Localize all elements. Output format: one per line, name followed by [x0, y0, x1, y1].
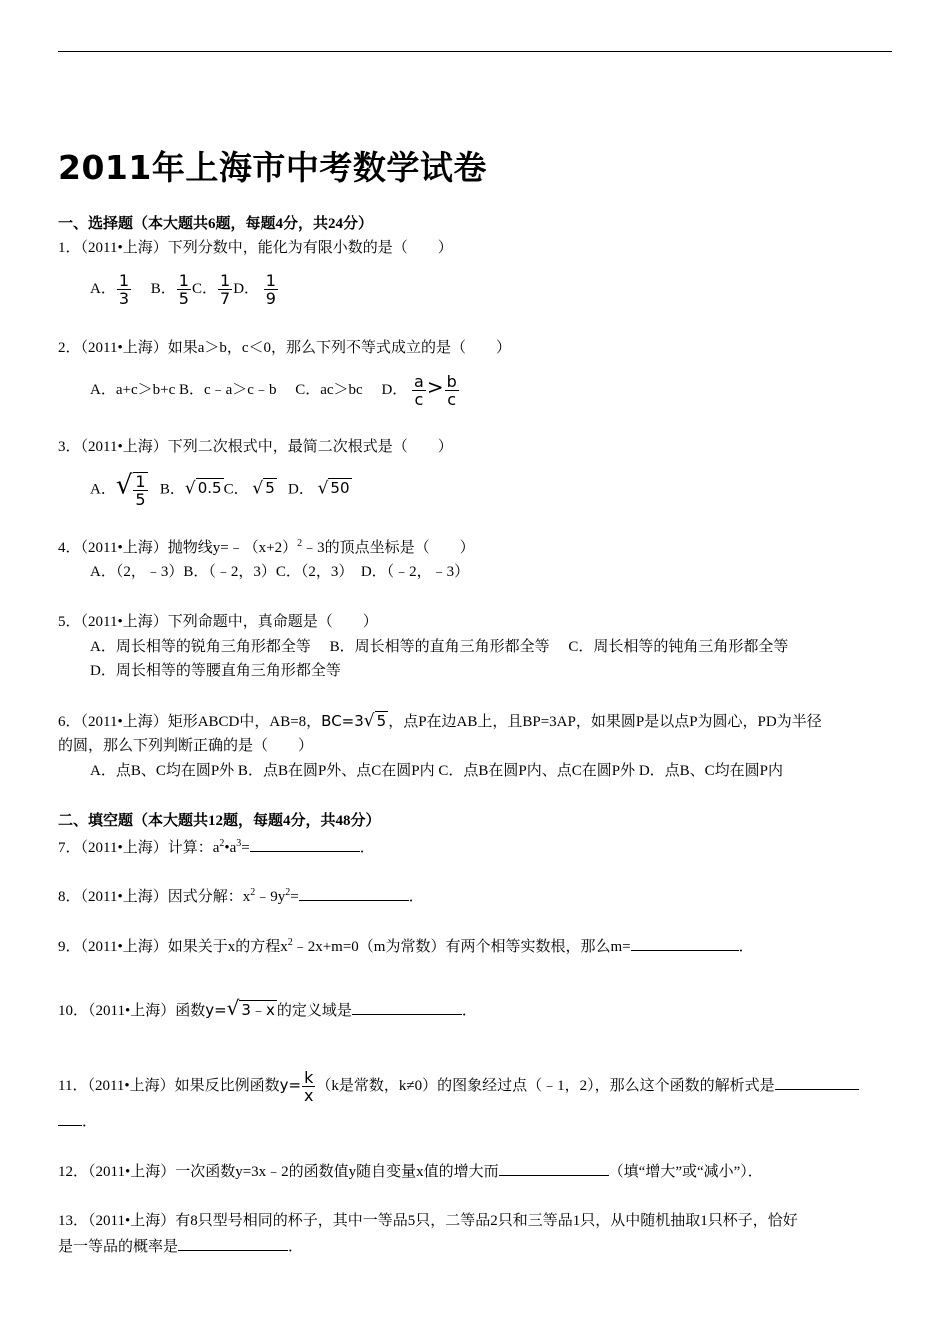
q1-a-fraction: $\frac{1}{3}$: [118, 271, 130, 308]
q11: 11．（2011•上海）如果反比例函数y= $\frac{k}{x}$ （k是常数，k≠0）的图象经过点（﹣1，2），那么这个函数的解析式是: [58, 1069, 859, 1104]
q13-line-2: 是一等品的概率是 ．: [58, 1235, 303, 1258]
q3-b-radical-sign: √: [184, 478, 196, 499]
q8-answer-blank[interactable]: [299, 885, 409, 901]
q10-radical-sign: √: [226, 996, 240, 1020]
q5-stem: 5．（2011•上海）下列命题中，真命题是（ ）: [58, 614, 378, 630]
section-heading-choice: 一、选择题（本大题共6题，每题4分，共24分）: [58, 216, 374, 232]
q11-cont: ．: [58, 1110, 97, 1133]
q3-d-radical-sign: √: [317, 478, 329, 499]
header-rule: [58, 51, 892, 52]
q7-answer-blank[interactable]: [250, 836, 360, 852]
q1-c-fraction: $\frac{1}{7}$: [220, 271, 231, 308]
q6-radical-sign: √: [363, 711, 375, 731]
q1-b-fraction: $\frac{1}{5}$: [178, 271, 189, 308]
q9: 9．（2011•上海）如果关于x的方程$x^2﹣2x+m=0(m$为常数）有两个相等实数根，那么m= ．: [58, 937, 754, 955]
q3-a-radical-sign: √: [115, 470, 133, 501]
q5-options-2: D．周长相等的等腰直角三角形都全等: [90, 663, 341, 679]
q2-stem: 2．（2011•上海）如果a＞b，c＜0，那么下列不等式成立的是（ ）: [58, 340, 512, 356]
q12-answer-blank[interactable]: [499, 1160, 609, 1176]
q8: 8．（2011•上海）因式分解：$x^2﹣9y^2=$ ．: [58, 887, 424, 905]
q4-options: A．（2，﹣3）B．（﹣2，3）C．（2，3） D．（﹣2，﹣3）: [90, 564, 470, 580]
q4-stem: 4．（2011•上海）抛物线$y=﹣(x+2)^2﹣3$的顶点坐标是（ ）: [58, 538, 475, 556]
q2-d-fraction-b: $\frac{b}{c}$: [446, 372, 457, 409]
q2-d-fraction-a: $\frac{a}{c}$: [414, 372, 424, 409]
q9-answer-blank[interactable]: [631, 935, 739, 951]
page-title: 2011年上海市中考数学试卷: [58, 148, 487, 187]
q2-options: A．a+c＞b+c B．c﹣a＞c﹣b C．ac＞bc D． $\frac{a}{c}$ > $\frac{b}{c}$: [90, 372, 457, 409]
q1-options: A． $\frac{1}{3}$ B． $\frac{1}{5}$ C． $\frac{1}{7}$ D． $\frac{1}{9}$: [90, 271, 276, 308]
q5-options-1: A．周长相等的锐角三角形都全等 B．周长相等的直角三角形都全等 C．周长相等的钝角三角形都全等: [90, 639, 789, 655]
q3-c-radical-sign: √: [252, 478, 264, 499]
q6-stem-2: 的圆，那么下列判断正确的是（ ）: [58, 738, 314, 754]
q1-stem: 1．（2011•上海）下列分数中，能化为有限小数的是（ ）: [58, 240, 453, 256]
q3-a-fraction: $\frac{1}{5}$: [135, 472, 146, 509]
section-heading-fill: 二、填空题（本大题共12题，每题4分，共48分）: [58, 813, 381, 829]
q1-d-fraction: $\frac{1}{9}$: [265, 271, 276, 308]
q10-answer-blank[interactable]: [352, 999, 462, 1015]
q13-answer-blank[interactable]: [178, 1235, 288, 1251]
q11-answer-blank-cont[interactable]: [58, 1110, 82, 1126]
q11-answer-blank[interactable]: [775, 1074, 859, 1090]
q13-line-1: 13．（2011•上海）有8只型号相同的杯子，其中一等品5只，二等品2只和三等品1只，从中随机抽取1只杯子，恰好: [58, 1213, 798, 1229]
q3-stem: 3．（2011•上海）下列二次根式中，最简二次根式是（ ）: [58, 439, 453, 455]
q6-stem: 6．（2011•上海）矩形ABCD中，AB=8，BC=3√ 5 ，点P在边AB上，且BP=3AP，如果圆P是以点P为圆心，PD为半径: [58, 711, 822, 731]
q12: 12．（2011•上海）一次函数y=3x﹣2的函数值y随自变量x值的增大而 （填“增大”或“减小”）．: [58, 1160, 763, 1183]
q10: 10．（2011•上海）函数y=√ 3﹣x 的定义域是 ．: [58, 996, 477, 1020]
q3-options: A．√ $\frac{1}{5}$ B．√ 0.5 C． √ 5 D． √ 50: [90, 470, 350, 509]
q7: 7．（2011•上海）计算：$a^2•a^3=$ ．: [58, 838, 375, 856]
q11-fraction: $\frac{k}{x}$: [303, 1068, 314, 1105]
q6-options: A．点B、C均在圆P外 B．点B在圆P外、点C在圆P内 C．点B在圆P内、点C在圆P外 D．点B、C均在圆P内: [90, 763, 784, 779]
